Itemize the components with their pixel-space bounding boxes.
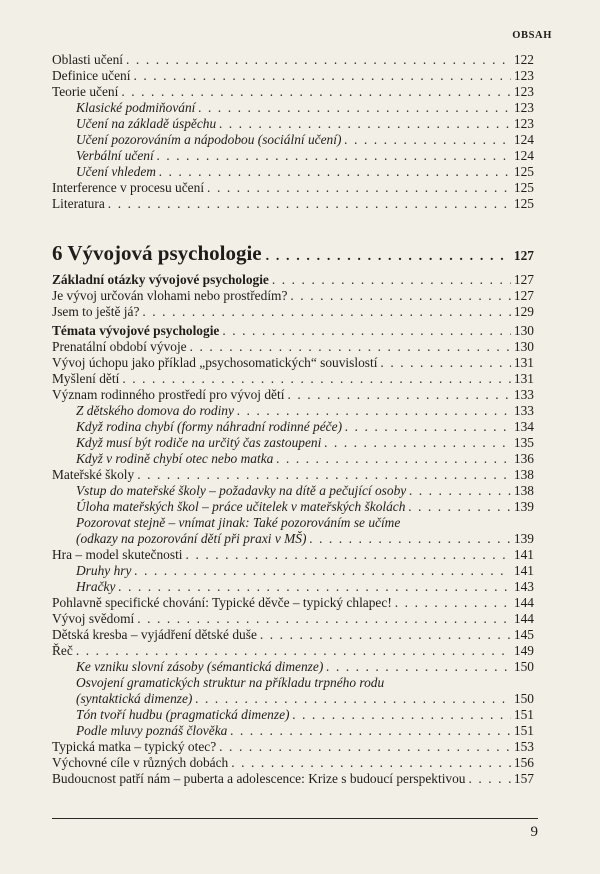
toc-entry (52, 723, 534, 739)
toc-entry-page: 156 (513, 755, 534, 770)
toc-entry-title: Učení pozorováním a nápodobou (sociální učení) (76, 132, 342, 147)
leader-dots (326, 659, 511, 675)
toc-entry-page: 133 (513, 403, 534, 418)
leader-dots (290, 288, 511, 304)
toc-entry (52, 52, 534, 68)
toc-entry-page: 135 (513, 435, 534, 450)
chapter-heading (52, 240, 534, 266)
toc-entry-page: 131 (513, 371, 534, 386)
toc-entry-title: Úloha mateřských škol – práce učitelek v mateřských školách (76, 499, 406, 514)
leader-dots (344, 132, 510, 148)
toc-entry-title: Vstup do mateřské školy – požadavky na dítě a pečující osoby (76, 483, 407, 498)
toc-entry-title: Vývoj svědomí (52, 611, 135, 626)
leader-dots (198, 100, 511, 116)
toc-entry-page: 151 (513, 723, 534, 738)
toc-entry-page: 130 (513, 323, 534, 338)
toc-entry (52, 100, 534, 116)
toc-entry-title: Dětská kresba – vyjádření dětské duše (52, 627, 257, 642)
toc-entry-title: Klasické podmiňování (76, 100, 196, 115)
leader-dots (219, 116, 511, 132)
toc-entry (52, 707, 534, 723)
leader-dots (134, 563, 510, 579)
leader-dots (395, 595, 511, 611)
toc-entry-page: 138 (513, 467, 534, 482)
toc-entry-title: Typická matka – typický otec? (52, 739, 217, 754)
toc-entry (52, 483, 534, 499)
leader-dots (108, 196, 511, 212)
toc-entry-title: Výchovné cíle v různých dobách (52, 755, 229, 770)
toc-entry (52, 563, 534, 579)
leader-dots (186, 547, 511, 563)
toc-entry-title: Osvojení gramatických struktur na příkladu trpného rodu (76, 675, 385, 690)
leader-dots (157, 148, 511, 164)
toc-entry-page: 133 (513, 387, 534, 402)
toc-entry-title: Řeč (52, 643, 73, 658)
toc-entry (52, 387, 534, 403)
leader-dots (126, 52, 511, 68)
toc-entry-title: (syntaktická dimenze) (76, 691, 193, 706)
toc-entry-page: 157 (513, 771, 534, 786)
toc-entry-page: 123 (513, 100, 534, 115)
toc-entry-title: Oblasti učení (52, 52, 124, 67)
toc-entry-page: 138 (513, 483, 534, 498)
toc-entry-page: 127 (513, 288, 534, 303)
leader-dots (309, 531, 510, 547)
toc-entry (52, 288, 534, 304)
toc-entry (52, 515, 534, 531)
toc-entry (52, 547, 534, 563)
leader-dots (287, 387, 510, 403)
toc-entry-page: 123 (513, 116, 534, 131)
toc-entry-page: 150 (513, 691, 534, 706)
toc-entry (52, 627, 534, 643)
toc-entry-page: 127 (513, 272, 534, 287)
toc-entry-page: 151 (513, 707, 534, 722)
toc-entry (52, 755, 534, 771)
toc-entry-page: 122 (513, 52, 534, 67)
toc-entry-page: 143 (513, 579, 534, 594)
toc-entry-page: 136 (513, 451, 534, 466)
leader-dots (207, 180, 511, 196)
toc-entry-page: 130 (513, 339, 534, 354)
toc-entry-page: 144 (513, 595, 534, 610)
toc-entry-title: Druhy hry (76, 563, 132, 578)
toc-entry-page: 141 (513, 547, 534, 562)
leader-dots (231, 755, 511, 771)
toc-entry-page: 125 (513, 180, 534, 195)
toc-entry (52, 675, 534, 691)
leader-dots (222, 323, 511, 339)
chapter-title: 6 Vývojová psychologie (52, 241, 262, 265)
toc-entry (52, 272, 534, 288)
leader-dots (409, 483, 511, 499)
toc-entry-page: 144 (513, 611, 534, 626)
toc-entry-title: Pozorovat stejně – vnímat jinak: Také pozorováním se učíme (76, 515, 401, 530)
toc-entry-page: 145 (513, 627, 534, 642)
leader-dots (159, 164, 511, 180)
leader-dots (408, 499, 510, 515)
chapter-page: 127 (513, 248, 534, 263)
toc-entry-title: Mateřské školy (52, 467, 135, 482)
toc-entry (52, 643, 534, 659)
toc-entry (52, 148, 534, 164)
toc-entry-title: (odkazy na pozorování dětí při praxi v MŠ) (76, 531, 307, 546)
toc-entry-title: Ke vzniku slovní zásoby (sémantická dimenze) (76, 659, 324, 674)
toc-entry (52, 355, 534, 371)
toc-entry-title: Jsem to ještě já? (52, 304, 140, 319)
toc-entry-page: 124 (513, 148, 534, 163)
toc-entry (52, 116, 534, 132)
leader-dots (137, 611, 511, 627)
toc-entry-title: Základní otázky vývojové psychologie (52, 272, 269, 287)
toc-entry-title: Budoucnost patří nám – puberta a adolescence: Krize s budoucí perspektivou (52, 771, 466, 786)
toc-entry-title: Pohlavně specifické chování: Typické děvče – typický chlapec! (52, 595, 392, 610)
toc-entry-title: Vývoj úchopu jako příklad „psychosomatických“ souvislostí (52, 355, 378, 370)
toc-entry-title: Hračky (76, 579, 116, 594)
toc-entry (52, 403, 534, 419)
toc-entry-title: Hra – model skutečnosti (52, 547, 183, 562)
leader-dots (272, 272, 511, 288)
leader-dots (324, 435, 511, 451)
page-number: 9 (530, 824, 538, 840)
leader-dots (237, 403, 511, 419)
table-of-contents (52, 52, 534, 787)
leader-dots (121, 84, 511, 100)
toc-entry (52, 339, 534, 355)
leader-dots (76, 643, 511, 659)
toc-entry (52, 739, 534, 755)
toc-entry-title: Když v rodině chybí otec nebo matka (76, 451, 274, 466)
toc-entry (52, 531, 534, 547)
toc-entry-title: Interference v procesu učení (52, 180, 205, 195)
toc-entry (52, 84, 534, 100)
toc-entry-title: Myšlení dětí (52, 371, 120, 386)
toc-section-learning (52, 52, 534, 212)
toc-entry (52, 419, 534, 435)
leader-dots (276, 451, 511, 467)
leader-dots (380, 355, 510, 371)
toc-entry-page: 150 (513, 659, 534, 674)
toc-entry (52, 180, 534, 196)
toc-entry-page: 134 (513, 419, 534, 434)
toc-entry-title: Když musí být rodiče na určitý čas zastoupeni (76, 435, 322, 450)
toc-entry (52, 579, 534, 595)
leader-dots (195, 691, 511, 707)
toc-entry-title: Je vývoj určován vlohami nebo prostředím? (52, 288, 288, 303)
toc-entry (52, 371, 534, 387)
toc-entry-page: 141 (513, 563, 534, 578)
leader-dots (142, 304, 511, 320)
toc-entry-title: Význam rodinného prostředí pro vývoj dětí (52, 387, 285, 402)
running-header: OBSAH (512, 30, 552, 41)
toc-entry-page: 123 (513, 84, 534, 99)
leader-dots (122, 371, 511, 387)
toc-entry-title: Definice učení (52, 68, 131, 83)
toc-entry-title: Teorie učení (52, 84, 119, 99)
toc-entry-page: 139 (513, 531, 534, 546)
toc-entry (52, 691, 534, 707)
toc-entry-title: Prenatální období vývoje (52, 339, 187, 354)
toc-entry-page: 149 (513, 643, 534, 658)
toc-entry (52, 196, 534, 212)
leader-dots (133, 68, 510, 84)
toc-entry-page: 153 (513, 739, 534, 754)
toc-entry-page: 139 (513, 499, 534, 514)
toc-entry-page: 129 (513, 304, 534, 319)
toc-entry (52, 771, 534, 787)
toc-entry (52, 467, 534, 483)
toc-entry-page: 131 (513, 355, 534, 370)
toc-entry-title: Učení vhledem (76, 164, 156, 179)
toc-entry (52, 164, 534, 180)
toc-entry-page: 123 (513, 68, 534, 83)
toc-entry (52, 68, 534, 84)
toc-entry (52, 595, 534, 611)
leader-dots (266, 244, 510, 270)
toc-entry-title: Z dětského domova do rodiny (76, 403, 234, 418)
toc-entry (52, 659, 534, 675)
toc-entry-page: 125 (513, 164, 534, 179)
toc-entry-title: Literatura (52, 196, 105, 211)
toc-entry (52, 435, 534, 451)
leader-dots (345, 419, 511, 435)
leader-dots (137, 467, 511, 483)
toc-entry (52, 323, 534, 339)
toc-entry-title: Tón tvoří hudbu (pragmatická dimenze) (76, 707, 290, 722)
toc-entry-title: Témata vývojové psychologie (52, 323, 220, 338)
toc-entry-title: Podle mluvy poznáš člověka (76, 723, 228, 738)
toc-entry (52, 451, 534, 467)
toc-entry (52, 132, 534, 148)
leader-dots (260, 627, 511, 643)
toc-entry (52, 304, 534, 320)
leader-dots (118, 579, 510, 595)
leader-dots (292, 707, 510, 723)
leader-dots (219, 739, 511, 755)
toc-entry (52, 611, 534, 627)
footer-rule (52, 818, 538, 819)
leader-dots (190, 339, 511, 355)
leader-dots (230, 723, 511, 739)
toc-entry-page: 124 (513, 132, 534, 147)
toc-entry-title: Verbální učení (76, 148, 154, 163)
leader-dots (469, 771, 511, 787)
toc-section-developmental-psychology (52, 272, 534, 787)
toc-entry-page: 125 (513, 196, 534, 211)
toc-entry (52, 499, 534, 515)
toc-entry-title: Když rodina chybí (formy náhradní rodinné péče) (76, 419, 343, 434)
toc-entry-title: Učení na základě úspěchu (76, 116, 217, 131)
